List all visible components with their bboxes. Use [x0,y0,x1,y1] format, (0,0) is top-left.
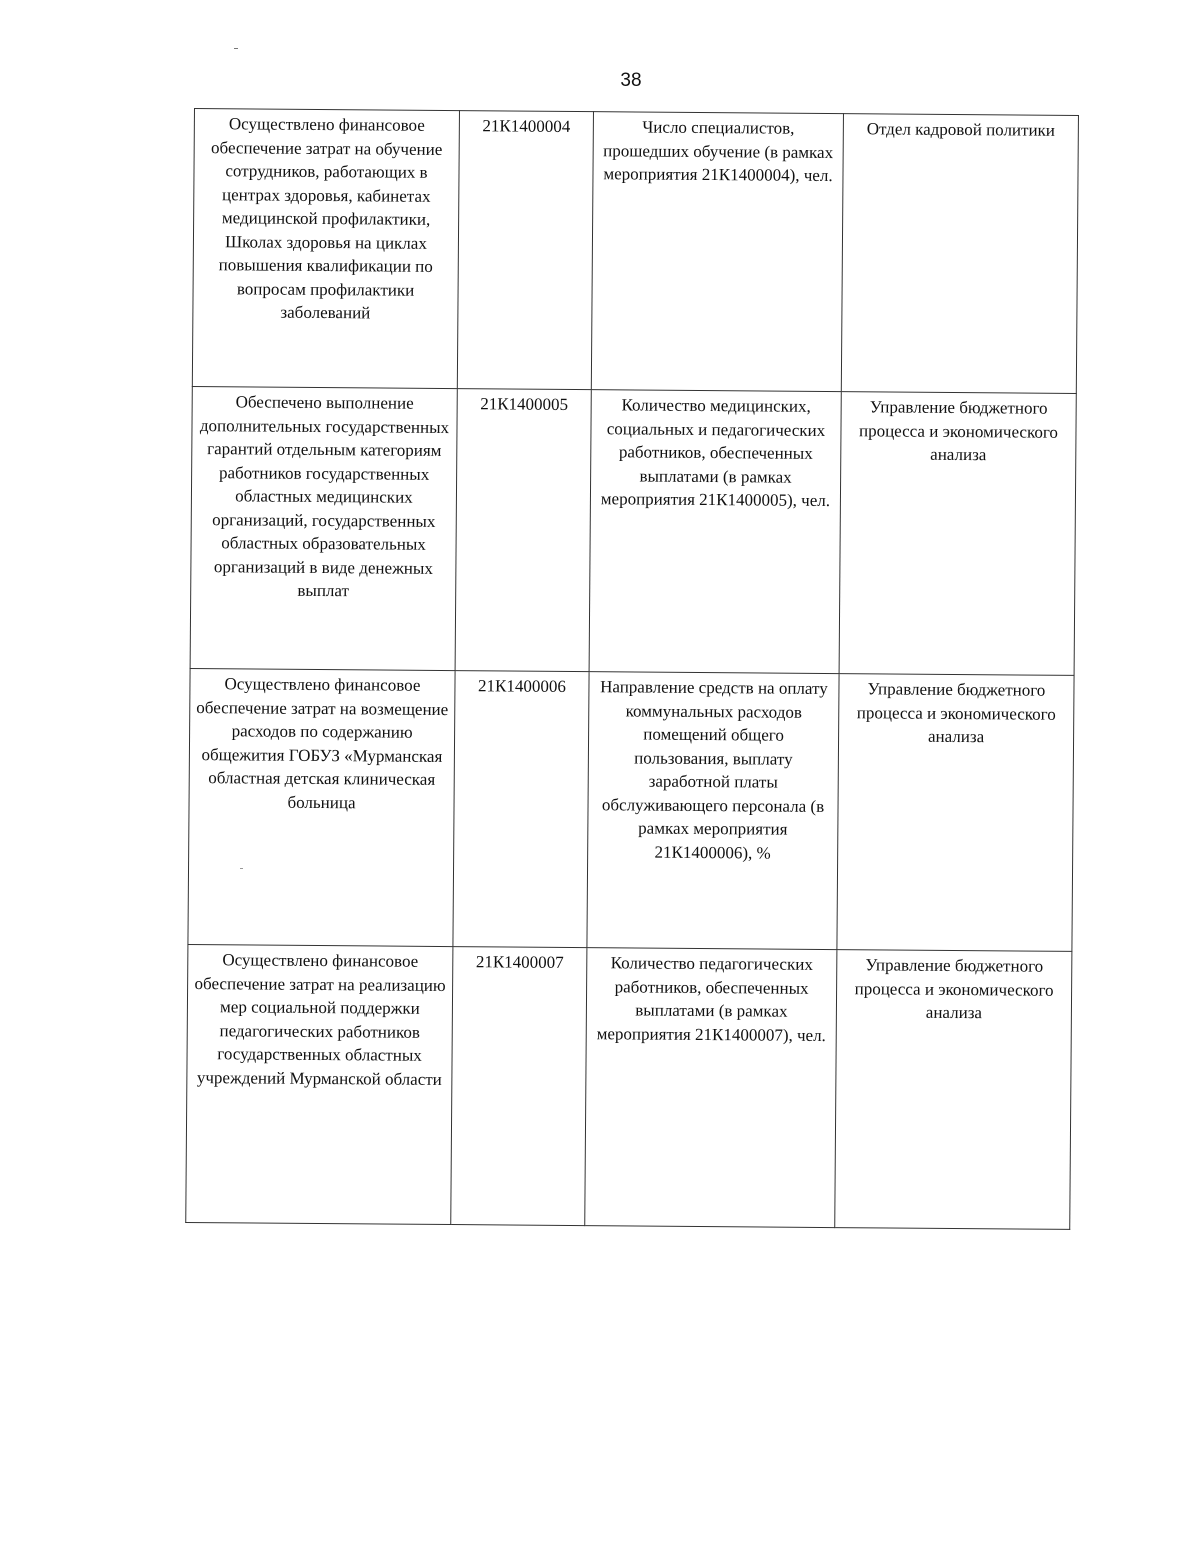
result-cell: Обеспечено выполнение дополнительных государственных гарантий отдельным категориям работников государственных областных медицинских организаций, государственных областных образовательных организаций в виде денежных выплат [190,386,457,670]
page-number: 38 [620,70,642,91]
responsible-cell: Управление бюджетного процесса и экономического анализа [837,674,1074,952]
indicator-cell: Направление средств на оплату коммунальных расходов помещений общего пользования, выплату заработной платы обслуживающего персонала (в рамках мероприятия 21К1400006), % [587,672,839,950]
result-cell: Осуществлено финансовое обеспечение затрат на возмещение расходов по содержанию общежития ГОБУЗ «Мурманская областная детская клиническая больница [188,668,455,946]
result-cell: Осуществлено финансовое обеспечение затрат на обучение сотрудников, работающих в центрах здоровья, кабинетах медицинской профилактики, Школах здоровья на циклах повышения квалификации по вопросам профилактики заболеваний [192,109,459,389]
indicator-cell: Количество медицинских, социальных и педагогических работников, обеспеченных выплатами (в рамках мероприятия 21К1400005), чел. [589,390,841,674]
table-row [190,386,1076,675]
table-row [188,668,1074,951]
responsible-cell: Управление бюджетного процесса и экономического анализа [835,950,1072,1230]
code-cell: 21К1400006 [453,671,589,948]
result-cell: Осуществлено финансовое обеспечение затрат на реализацию мер социальной поддержки педагогических работников государственных областных учреждений Мурманской области [186,944,453,1224]
code-cell: 21К1400005 [455,389,591,672]
indicator-cell: Число специалистов, прошедших обучение (в рамках мероприятия 21К1400004), чел. [591,112,843,392]
code-cell: 21К1400007 [451,947,587,1226]
indicator-cell: Количество педагогических работников, обеспеченных выплатами (в рамках мероприятия 21К1400007), чел. [585,948,837,1228]
table-row [186,944,1072,1229]
measures-table [185,108,1079,1230]
code-cell: 21К1400004 [457,111,593,390]
scan-artifact [234,48,238,49]
responsible-cell: Управление бюджетного процесса и экономического анализа [839,392,1076,676]
table-row [192,109,1078,394]
responsible-cell: Отдел кадровой политики [841,114,1078,394]
